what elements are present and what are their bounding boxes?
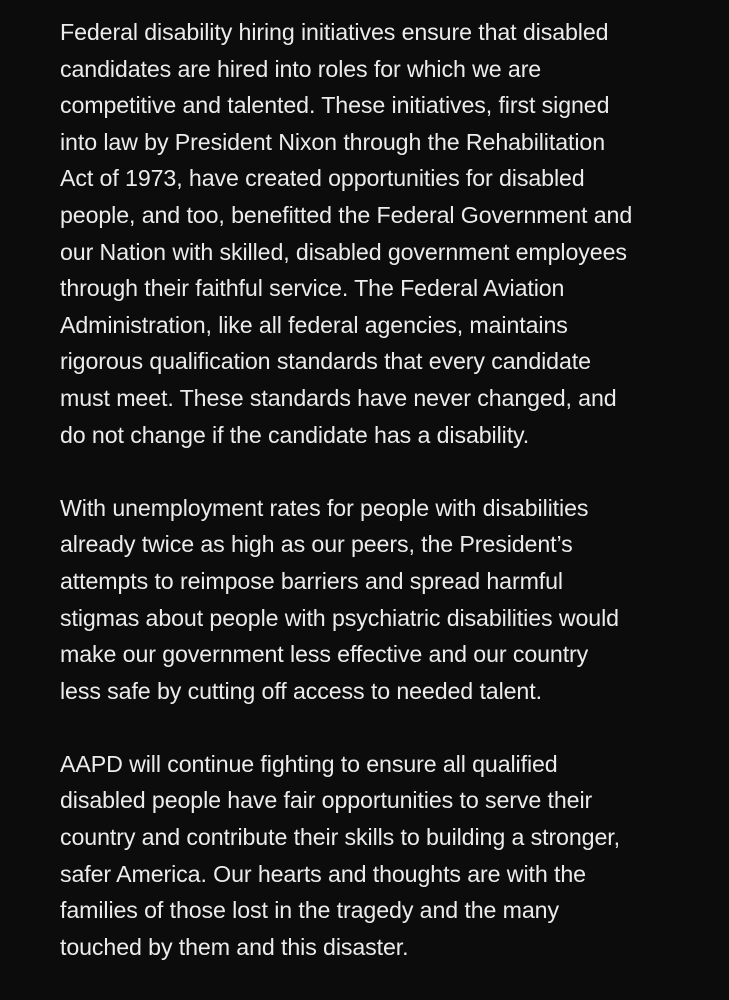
paragraph-aapd-commitment [60,746,720,966]
text-line: safer America. Our hearts and thoughts are with the [60,860,586,887]
text-line: attempts to reimpose barriers and spread harmful [60,567,563,594]
paragraph-federal-hiring [60,14,720,453]
text-line: less safe by cutting off access to needed talent. [60,677,542,704]
text-line: through their faithful service. The Federal Aviation [60,275,565,302]
text-line: already twice as high as our peers, the President’s [60,531,573,558]
paragraph-unemployment [60,490,720,710]
text-line: touched by them and this disaster. [60,933,409,960]
text-line: candidates are hired into roles for which we are [60,55,542,82]
text-line: rigorous qualification standards that every candidate [60,348,591,375]
text-line: must meet. These standards have never changed, and [60,384,617,411]
text-line: Administration, like all federal agencies, maintains [60,311,568,338]
text-line: Federal disability hiring initiatives ensure that disabled [60,19,609,45]
text-line: Act of 1973, have created opportunities for disabled [60,165,585,192]
text-line: people, and too, benefitted the Federal Government and [60,201,633,228]
text-line: disabled people have fair opportunities to serve their [60,787,593,814]
text-line: make our government less effective and our country [60,641,589,668]
text-line: families of those lost in the tragedy and the many [60,897,559,924]
text-line: country and contribute their skills to building a stronger, [60,824,620,851]
text-line: stigmas about people with psychiatric disabilities would [60,604,619,631]
text-line: With unemployment rates for people with disabilities [60,494,589,521]
text-line: do not change if the candidate has a disability. [60,421,530,448]
text-line: competitive and talented. These initiatives, first signed [60,92,610,119]
text-line: into law by President Nixon through the Rehabilitation [60,128,605,155]
document-body [60,14,720,965]
text-line: our Nation with skilled, disabled government employees [60,238,627,265]
text-line: AAPD will continue fighting to ensure all qualified [60,750,558,777]
